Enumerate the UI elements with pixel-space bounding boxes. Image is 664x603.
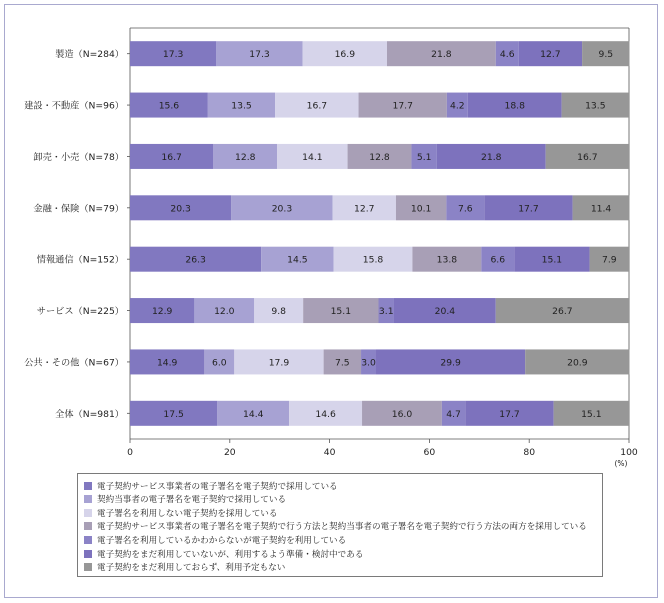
legend-label: 電子契約をまだ利用しておらず、利用予定もない <box>97 563 286 574</box>
data-label: 20.9 <box>567 357 588 369</box>
data-label: 11.4 <box>590 203 612 215</box>
category-label: サービス（N=225） <box>36 306 124 318</box>
category-label: 全体（N=981） <box>55 408 124 420</box>
data-label: 29.9 <box>440 357 461 369</box>
data-label: 13.5 <box>585 100 606 112</box>
legend-swatch <box>84 522 92 530</box>
data-label: 6.6 <box>490 254 506 266</box>
data-label: 18.8 <box>504 100 525 112</box>
data-label: 21.8 <box>481 151 502 163</box>
data-label: 20.3 <box>271 203 293 215</box>
legend-label: 電子署名を利用しない電子契約を採用している <box>97 508 278 519</box>
data-label: 9.8 <box>271 306 287 318</box>
data-label: 15.1 <box>330 306 352 318</box>
data-label: 16.7 <box>306 100 328 112</box>
data-label: 12.8 <box>235 151 256 163</box>
data-label: 17.3 <box>249 49 270 61</box>
data-label: 14.1 <box>302 151 323 163</box>
data-label: 4.2 <box>450 100 465 112</box>
data-label: 17.7 <box>392 100 413 112</box>
category-label: 卸売・小売（N=78） <box>33 151 124 163</box>
data-label: 17.7 <box>499 408 520 420</box>
data-label: 5.1 <box>416 151 432 163</box>
data-label: 20.3 <box>170 203 191 215</box>
x-tick-label: 80 <box>523 447 536 458</box>
data-label: 3.1 <box>378 306 394 318</box>
data-label: 26.3 <box>185 254 206 266</box>
data-label: 10.1 <box>410 203 432 215</box>
data-label: 7.5 <box>335 357 350 369</box>
data-label: 16.7 <box>161 151 182 163</box>
data-label: 4.6 <box>499 49 515 61</box>
category-label: 建設・不動産（N=96） <box>24 100 124 112</box>
data-label: 14.5 <box>287 254 308 266</box>
data-label: 15.8 <box>362 254 384 266</box>
category-label: 公共・その他（N=67） <box>24 357 124 369</box>
data-label: 9.5 <box>598 49 614 61</box>
data-label: 14.6 <box>315 408 336 420</box>
x-unit-label: (%) <box>614 459 628 468</box>
x-tick-label: 40 <box>323 447 336 458</box>
data-label: 12.7 <box>540 49 561 61</box>
x-tick-label: 0 <box>127 447 133 458</box>
legend-swatch <box>84 563 92 571</box>
legend-label: 電子契約サービス事業者の電子署名を電子契約で採用している <box>97 481 338 492</box>
data-label: 17.7 <box>518 203 539 215</box>
data-label: 13.5 <box>231 100 252 112</box>
data-label: 12.0 <box>214 306 235 318</box>
data-label: 15.6 <box>158 100 180 112</box>
legend-label: 電子署名を利用しているかわからないが電子契約を利用している <box>97 535 347 546</box>
data-label: 15.1 <box>581 408 602 420</box>
data-label: 3.0 <box>361 357 376 369</box>
data-label: 16.7 <box>577 151 598 163</box>
legend-item <box>84 493 286 506</box>
data-label: 21.8 <box>431 49 452 61</box>
data-label: 16.9 <box>334 49 356 61</box>
chart-legend <box>77 473 603 577</box>
data-label: 16.0 <box>391 408 413 420</box>
data-label: 12.9 <box>151 306 173 318</box>
legend-swatch <box>84 495 92 503</box>
data-label: 12.8 <box>369 151 390 163</box>
legend-swatch <box>84 550 92 558</box>
legend-swatch <box>84 536 92 544</box>
x-tick-label: 60 <box>423 447 436 458</box>
legend-item <box>84 506 277 519</box>
legend-label: 契約当事者の電子署名を電子契約で採用している <box>97 495 287 506</box>
legend-item <box>84 547 363 560</box>
legend-item <box>84 479 338 492</box>
legend-label: 電子契約サービス事業者の電子署名を電子契約で行う方法と契約当事者の電子署名を電子契約で行う方法の両方を採用している <box>97 522 587 533</box>
legend-item <box>84 520 587 533</box>
category-label: 情報通信（N=152） <box>36 254 124 266</box>
category-label: 金融・保険（N=79） <box>33 203 124 215</box>
data-label: 14.4 <box>243 408 264 420</box>
legend-swatch <box>84 509 92 517</box>
x-tick-label: 100 <box>620 447 638 458</box>
data-label: 26.7 <box>552 306 573 318</box>
data-label: 6.0 <box>212 357 227 369</box>
x-tick-label: 20 <box>223 447 236 458</box>
data-label: 20.4 <box>434 306 456 318</box>
data-label: 7.9 <box>601 254 617 266</box>
legend-item <box>84 533 346 546</box>
data-label: 13.8 <box>436 254 458 266</box>
data-label: 12.7 <box>354 203 375 215</box>
category-label: 製造（N=284） <box>55 49 124 61</box>
data-label: 15.1 <box>541 254 563 266</box>
legend-label: 電子契約をまだ利用していないが、利用するよう準備・検討中である <box>97 549 364 560</box>
legend-item <box>84 561 285 574</box>
data-label: 4.7 <box>446 408 461 420</box>
data-label: 7.6 <box>458 203 473 215</box>
data-label: 17.9 <box>268 357 290 369</box>
data-label: 17.3 <box>162 49 184 61</box>
data-label: 17.5 <box>163 408 184 420</box>
legend-swatch <box>84 482 92 490</box>
data-label: 14.9 <box>156 357 178 369</box>
